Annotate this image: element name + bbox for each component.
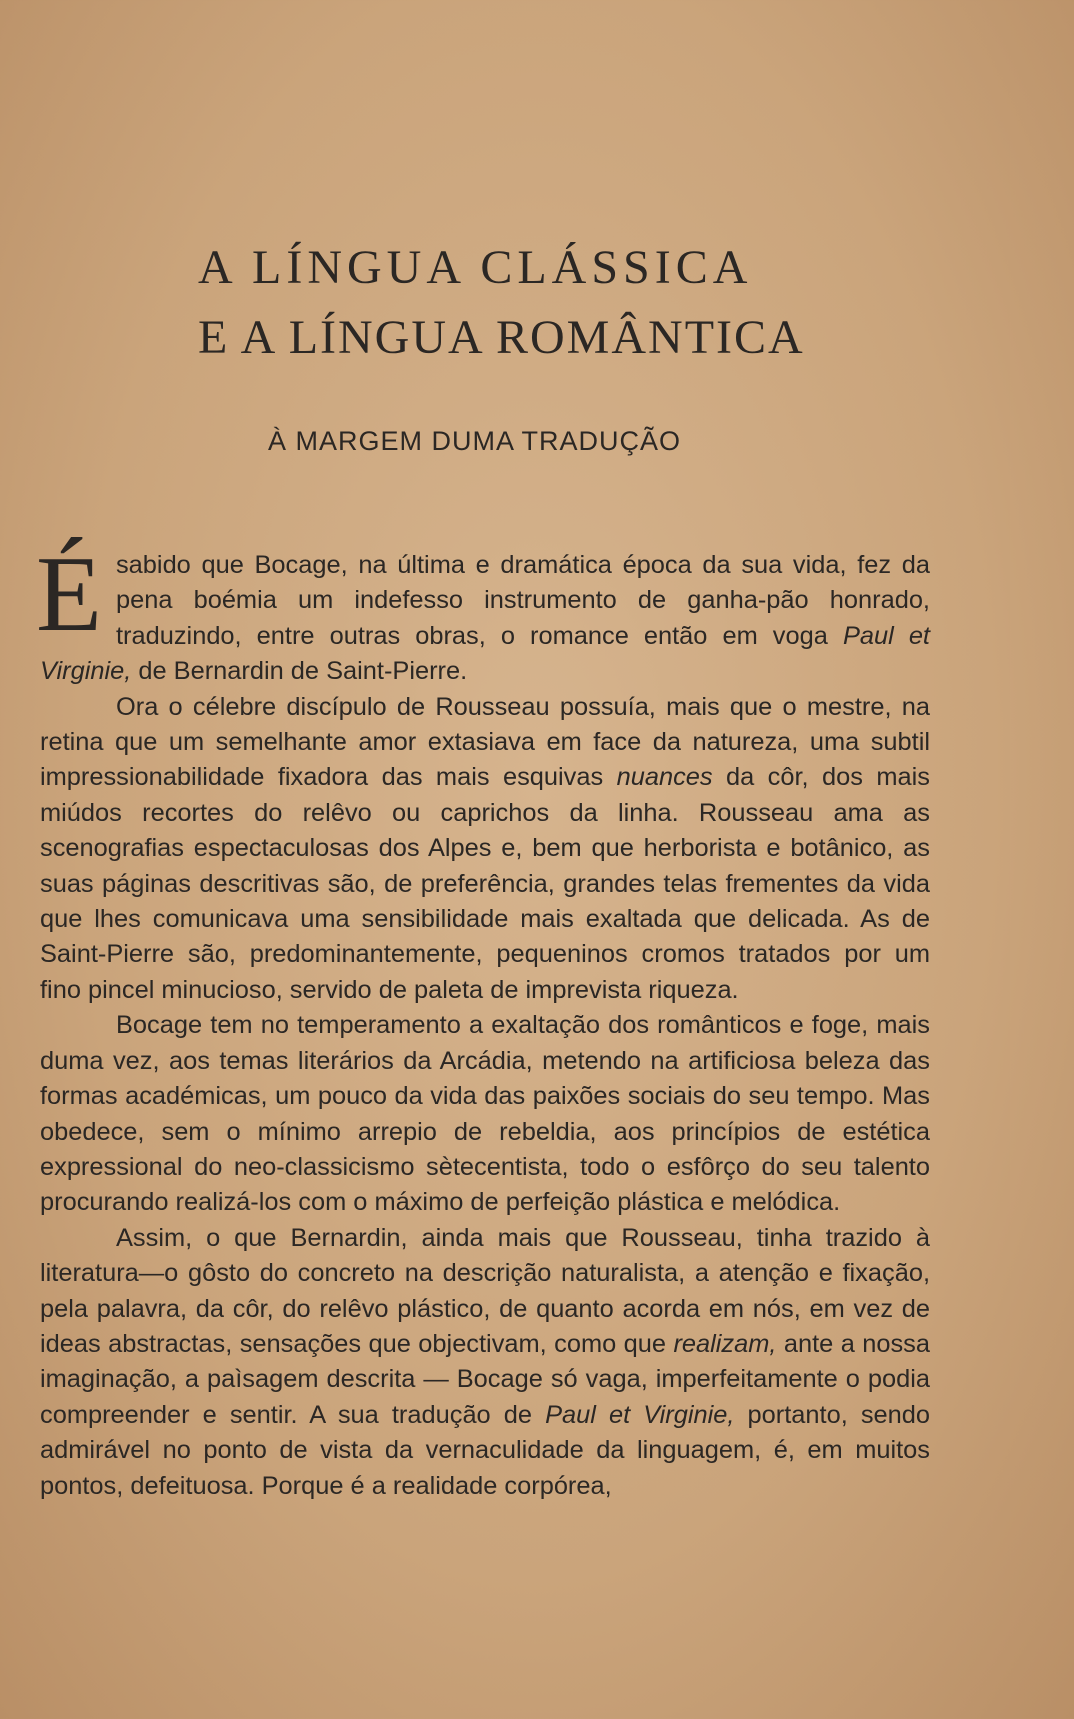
paragraph-2 [40, 690, 930, 1009]
paragraph-4-text-a: Assim, o que Bernardin, ainda mais que Rousseau, tinha trazido à literatura—o gôsto do concreto na descrição naturalista, a atenção e fixação, pela palavra, da côr, do relêvo plástico, de quanto acorda em nós, em vez de ideas abstractas, sensações que objectivam, como que [40, 1223, 930, 1358]
paragraph-2-italic: nuances [616, 763, 713, 792]
paragraph-4-text-b: ante a nossa imaginação, a paìsagem descrita — Bocage só vaga, imperfeitamente o podia compreender e sentir. A sua tradução de [40, 1329, 930, 1429]
title-line-1: A LÍNGUA CLÁSSICA [198, 241, 753, 294]
paragraph-2-text-b: da côr, dos mais miúdos recortes do relêvo ou caprichos da linha. Rousseau ama as scenografias espectaculosas dos Alpes e, bem que herborista e botânico, as suas páginas descritivas são, de preferência, grandes telas frementes da vida que lhes comunicava uma sensibilidade mais exaltada que delicada. As de Saint-Pierre são, predominantemente, pequeninos cromos tratados por um fino pincel minucioso, servido de paleta de imprevista riqueza. [40, 763, 930, 1004]
paragraph-3 [40, 1008, 930, 1220]
paragraph-4-italic-b: Paul et Virginie, [545, 1400, 735, 1429]
subtitle: À MARGEM DUMA TRADUÇÃO [268, 426, 682, 456]
paragraph-4 [40, 1221, 930, 1504]
title-line-2: E A LÍNGUA ROMÂNTICA [198, 311, 805, 364]
article-body [36, 535, 931, 1504]
paragraph-1-text-a: sabido que Bocage, na última e dramática época da sua vida, fez da pena boémia um indefesso instrumento de ganha-pão honrado, traduzindo, entre outras obras, o romance então em voga [115, 551, 930, 650]
paragraph-4-text-c: portanto, sendo admirável no ponto de vista da vernaculidade da linguagem, é, em muitos pontos, defeituosa. Porque é a realidade corpórea, [40, 1400, 931, 1500]
paragraph-3-text: Bocage tem no temperamento a exaltação dos românticos e foge, mais duma vez, aos temas literários da Arcádia, metendo na artificiosa beleza das formas académicas, um pouco da vida das paixões sociais do seu tempo. Mas obedece, sem o mínimo arrepio de rebeldia, aos princípios de estética expressional do neo-classicismo sètecentista, todo o esfôrço do seu talento procurando realizá-los com o máximo de perfeição plástica e melódica. [40, 1011, 930, 1217]
paragraph-2-text-a: Ora o célebre discípulo de Rousseau possuía, mais que o mestre, na retina que um semelhante amor extasiava em face da natureza, uma subtil impressionabilidade fixadora das mais esquivas [40, 692, 930, 792]
paragraph-4-italic-a: realizam, [673, 1329, 777, 1358]
paragraph-1-italic-title: Paul et Virginie, [40, 621, 930, 686]
paragraph-1-text-b: de Bernardin de Saint-Pierre. [131, 657, 468, 686]
paragraph-1 [36, 535, 930, 690]
drop-cap: É [36, 535, 102, 654]
